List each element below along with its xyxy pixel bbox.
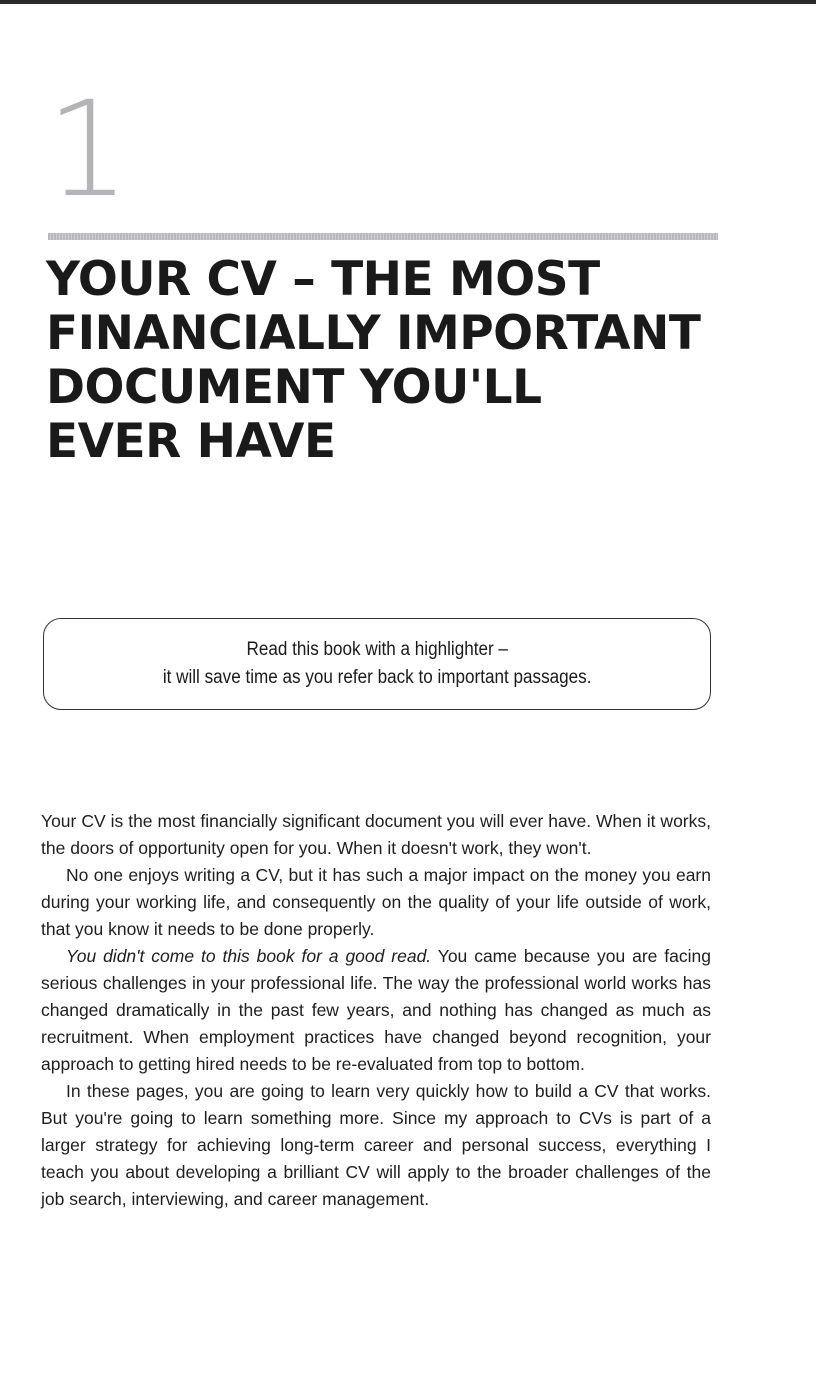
highlighter-tip-box — [43, 618, 711, 710]
tip-line-1: Read this book with a highlighter – — [246, 639, 508, 660]
page-top-edge — [0, 0, 816, 4]
chapter-title: YOUR CV – THE MOST FINANCIALLY IMPORTANT DOCUMENT YOU'LL EVER HAVE — [46, 252, 701, 469]
body-text — [41, 808, 711, 1213]
paragraph-2: No one enjoys writing a CV, but it has such a major impact on the money you earn during your working life, and consequently on the quality of your life outside of work, that you know it needs to be done properly. — [41, 865, 711, 939]
paragraph-1: Your CV is the most financially significant document you will ever have. When it works, the doors of opportunity open for you. When it doesn't work, they won't. — [41, 811, 711, 858]
paragraph-3-italic: You didn't come to this book for a good read. — [66, 946, 432, 966]
chapter-divider-rule — [48, 233, 718, 240]
paragraph-3-rest: You came because you are facing serious challenges in your professional life. The way the professional world works has changed dramatically in the past few years, and nothing has changed as much as recruitment. When employment practices have changed beyond recognition, your approach to getting hired needs to be re-evaluated from top to bottom. — [41, 946, 711, 1074]
paragraph-4: In these pages, you are going to learn very quickly how to build a CV that works. But you're going to learn something more. Since my approach to CVs is part of a larger strategy for achieving long-term career and personal success, everything I teach you about developing a brilliant CV will apply to the broader challenges of the job search, interviewing, and career management. — [41, 1081, 711, 1209]
tip-line-2: it will save time as you refer back to important passages. — [162, 667, 592, 688]
paragraph-3 — [41, 943, 711, 1078]
chapter-number: 1 — [46, 73, 130, 227]
